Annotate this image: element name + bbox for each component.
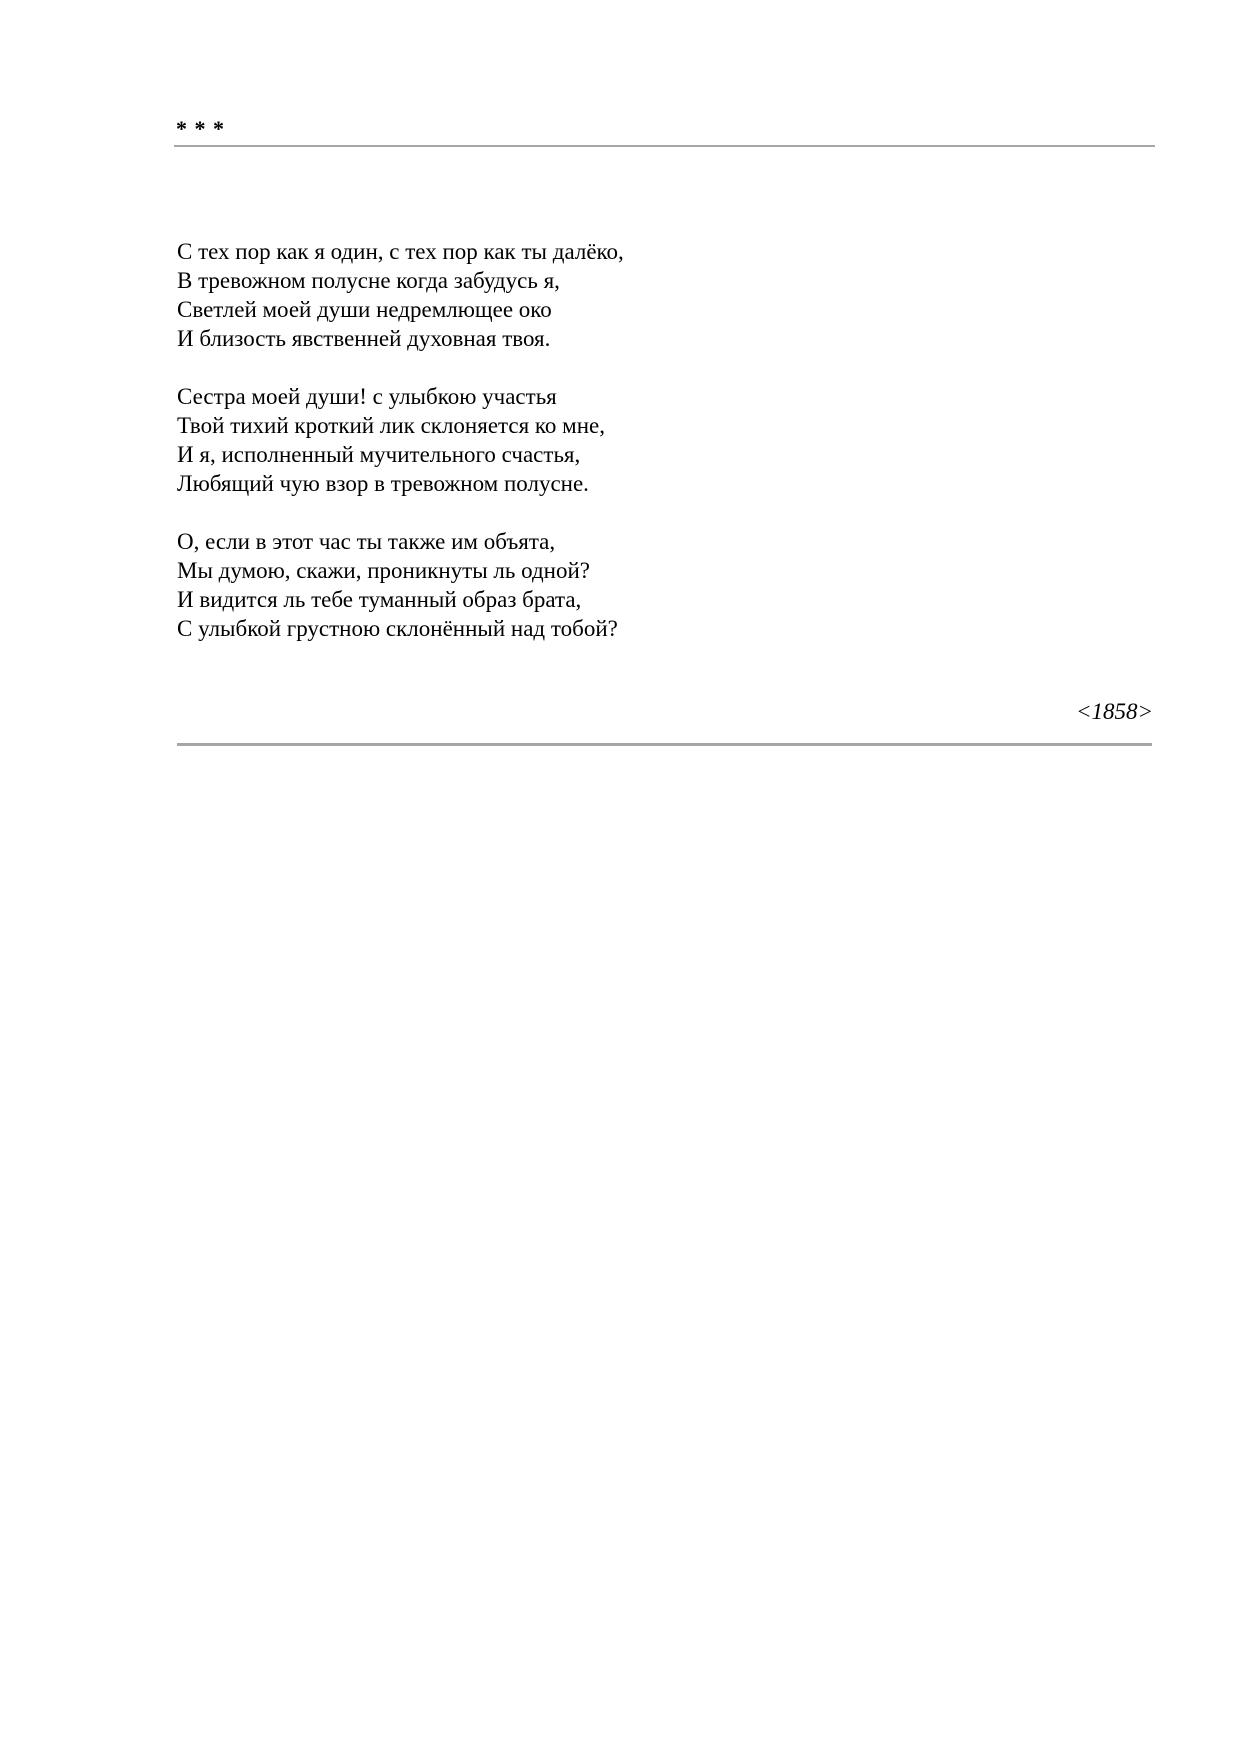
poem-line: И видится ль тебе туманный образ брата, — [177, 587, 582, 612]
poem-line: О, если в этот час ты также им объята, — [177, 529, 556, 554]
poem-date: <1858> — [1075, 699, 1153, 724]
poem-line: Любящий чую взор в тревожном полусне. — [177, 471, 589, 496]
poem-line: С тех пор как я один, с тех пор как ты далёко, — [177, 239, 624, 264]
poem-body — [177, 237, 1077, 672]
poem-line: С улыбкой грустною склонённый над тобой? — [177, 616, 618, 641]
poem-line: В тревожном полусне когда забудусь я, — [177, 268, 560, 293]
poem-line: Мы думою, скажи, проникнуты ль одной? — [177, 558, 590, 583]
stanza-1 — [177, 237, 1077, 353]
stanza-3 — [177, 527, 1077, 643]
poem-line: Твой тихий кроткий лик склоняется ко мне, — [177, 413, 605, 438]
poem-line: Сестра моей души! с улыбкою участья — [177, 384, 557, 409]
poem-title: * * * — [176, 116, 225, 141]
poem-line: И я, исполненный мучительного счастья, — [177, 442, 581, 467]
top-divider — [174, 145, 1155, 147]
poem-line: И близость явственней духовная твоя. — [177, 326, 551, 351]
stanza-2 — [177, 382, 1077, 498]
poem-line: Светлей моей души недремлющее око — [177, 297, 552, 322]
bottom-divider — [177, 743, 1152, 746]
